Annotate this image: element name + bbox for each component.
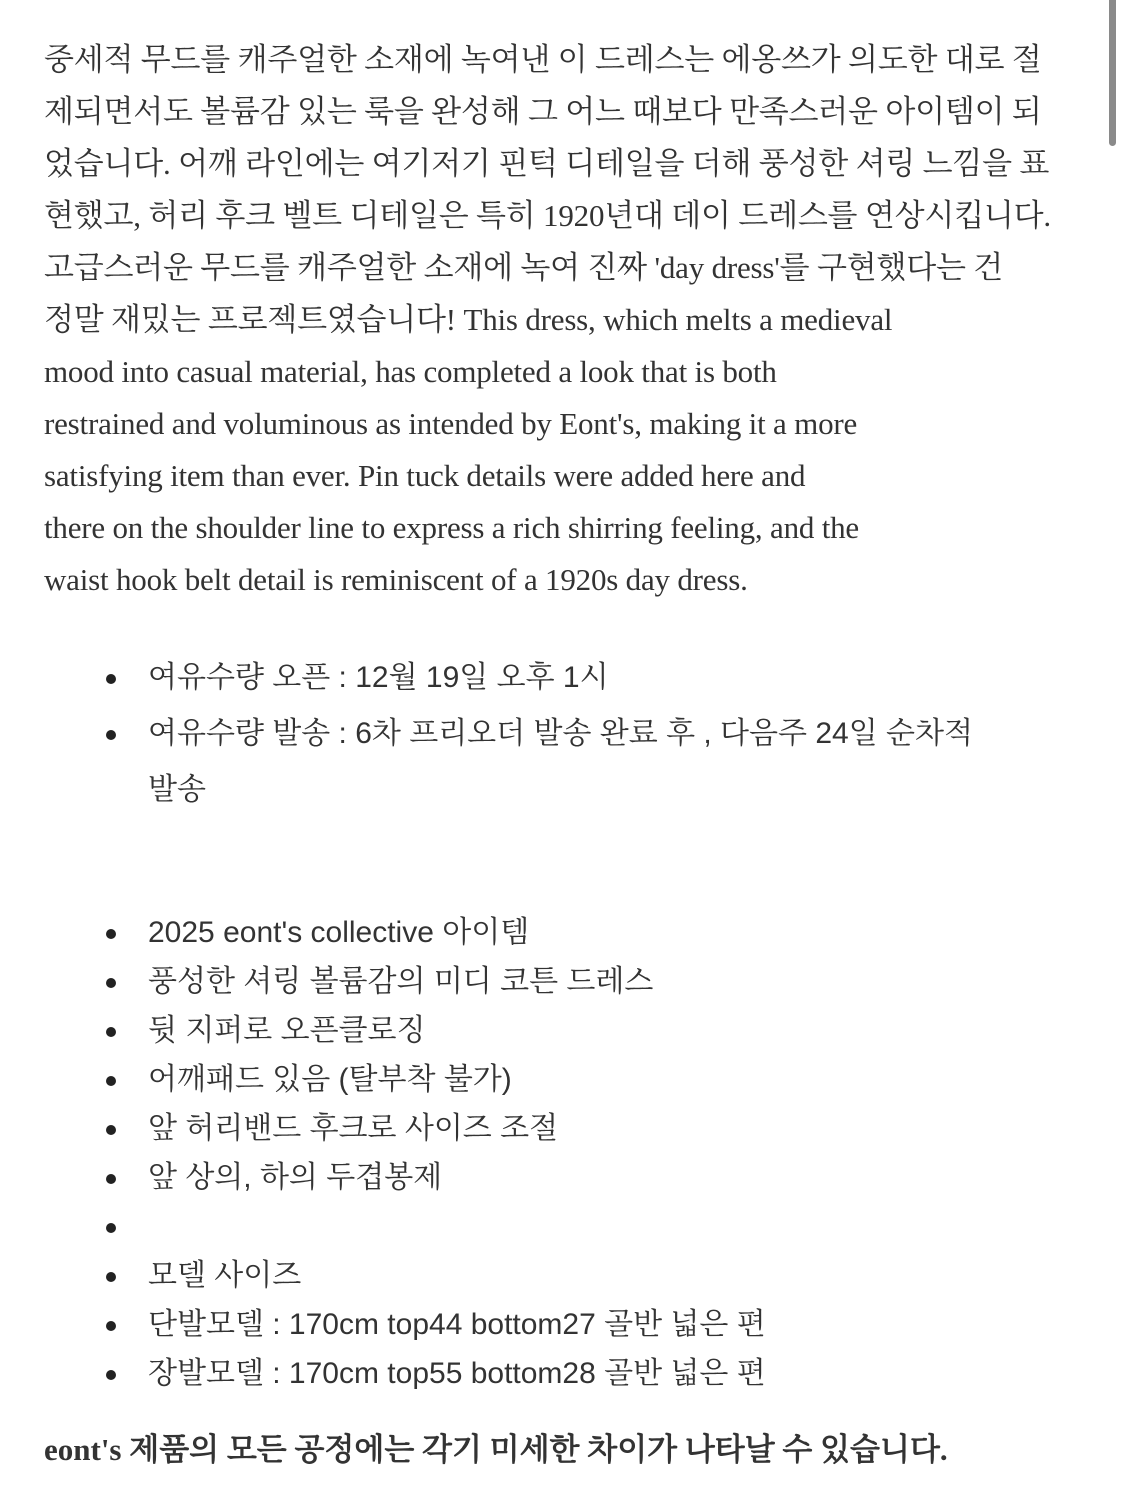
vertical-scrollbar[interactable] — [1109, 0, 1116, 146]
list-item — [44, 1153, 1094, 1202]
list-item-empty — [44, 1202, 1094, 1251]
description-line: restrained and voluminous as intended by Eont's, making it a more — [44, 406, 858, 441]
bullet-icon — [106, 929, 116, 939]
features-list — [44, 908, 1094, 1398]
list-item — [44, 1104, 1094, 1153]
list-item-text: 앞 허리밴드 후크로 사이즈 조절 — [148, 1112, 559, 1145]
description-line: 제되면서도 볼륨감 있는 룩을 완성해 그 어느 때보다 만족스러운 아이템이 되 — [44, 94, 1042, 129]
list-item-text: 여유수량 오픈 : 12월 19일 오후 1시 — [148, 661, 609, 694]
list-item — [44, 706, 1094, 762]
shipping-info-list — [44, 650, 1094, 818]
list-item — [44, 650, 1094, 706]
list-item-text: 2025 eont's collective 아이템 — [148, 916, 530, 949]
description-paragraph — [44, 34, 1094, 606]
bullet-icon — [106, 1223, 116, 1233]
description-line: there on the shoulder line to express a rich shirring feeling, and the — [44, 510, 859, 545]
list-item-text: 단발모델 : 170cm top44 bottom27 골반 넓은 편 — [148, 1308, 766, 1341]
description-line: satisfying item than ever. Pin tuck details were added here and — [44, 458, 806, 493]
list-item — [44, 1006, 1094, 1055]
bullet-icon — [106, 978, 116, 988]
list-item-text: 장발모델 : 170cm top55 bottom28 골반 넓은 편 — [148, 1357, 766, 1390]
list-item-text: 앞 상의, 하의 두겹봉제 — [148, 1161, 443, 1194]
list-item-text: 어깨패드 있음 (탈부착 불가) — [148, 1063, 512, 1096]
list-item — [44, 957, 1094, 1006]
list-item-text: 발송 — [148, 773, 206, 806]
description-line: mood into casual material, has completed a look that is both — [44, 354, 777, 389]
description-line: 중세적 무드를 캐주얼한 소재에 녹여낸 이 드레스는 에옹쓰가 의도한 대로 절 — [44, 42, 1042, 77]
list-item-text: 여유수량 발송 : 6차 프리오더 발송 완료 후 , 다음주 24일 순차적 — [148, 717, 973, 750]
bullet-icon — [106, 674, 116, 684]
list-item — [44, 1300, 1094, 1349]
description-line: 정말 재밌는 프로젝트였습니다! This dress, which melts a medieval — [44, 302, 893, 337]
bullet-icon — [106, 1027, 116, 1037]
description-line: waist hook belt detail is reminiscent of a 1920s day dress. — [44, 562, 748, 597]
bullet-icon — [106, 1321, 116, 1331]
bullet-icon — [106, 730, 116, 740]
list-item-text: 풍성한 셔링 볼륨감의 미디 코튼 드레스 — [148, 965, 654, 998]
description-line: 고급스러운 무드를 캐주얼한 소재에 녹여 진짜 'day dress'를 구현했다는 건 — [44, 250, 1003, 285]
description-line: 었습니다. 어깨 라인에는 여기저기 핀턱 디테일을 더해 풍성한 셔링 느낌을 표 — [44, 146, 1050, 181]
bullet-icon — [106, 1125, 116, 1135]
list-item-text: 뒷 지퍼로 오픈클로징 — [148, 1014, 426, 1047]
bullet-icon — [106, 1076, 116, 1086]
footer-note: eont's 제품의 모든 공정에는 각기 미세한 차이가 나타날 수 있습니다. — [44, 1432, 948, 1467]
list-item — [44, 1251, 1094, 1300]
list-item — [44, 1349, 1094, 1398]
list-item — [44, 1055, 1094, 1104]
list-item — [44, 908, 1094, 957]
bullet-icon — [106, 1370, 116, 1380]
list-item-text: 모델 사이즈 — [148, 1259, 302, 1292]
description-line: 현했고, 허리 후크 벨트 디테일은 특히 1920년대 데이 드레스를 연상시킵니다. — [44, 198, 1051, 233]
product-description — [44, 34, 1094, 1507]
list-item-continuation — [44, 762, 1094, 818]
bullet-icon — [106, 1272, 116, 1282]
bullet-icon — [106, 1174, 116, 1184]
